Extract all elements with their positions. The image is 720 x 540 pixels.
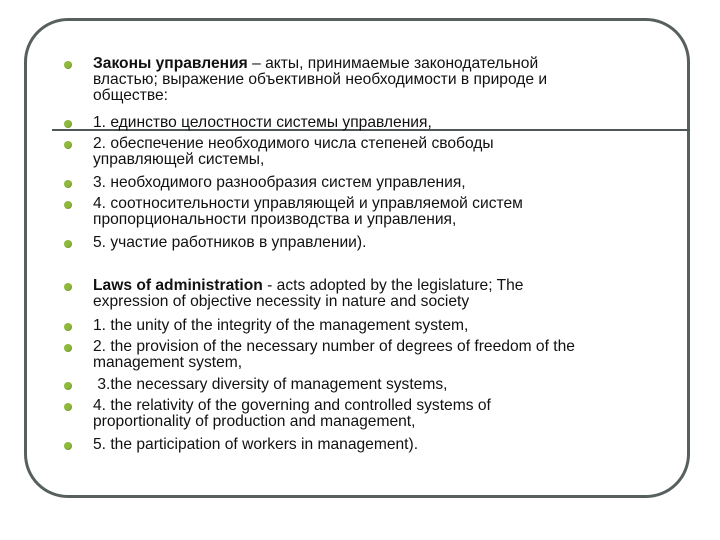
list-item-text: 3.the necessary diversity of management systems,: [93, 376, 448, 393]
list-item-text: [93, 339, 575, 371]
list-item-text: [93, 136, 494, 168]
bullet-icon: [64, 61, 72, 69]
list-item-line: управляющей системы,: [93, 151, 265, 168]
bullet-icon: [64, 442, 72, 450]
heading-term: Laws of administration: [93, 277, 263, 294]
heading-term: Законы управления: [93, 55, 248, 72]
list-item-line: proportionality of production and management,: [93, 413, 416, 430]
heading-text: expression of objective necessity in nature and society: [93, 293, 470, 310]
list-item-text: [93, 398, 491, 430]
bullet-icon: [64, 120, 72, 128]
bullet-icon: [64, 240, 72, 248]
bullet-icon: [64, 403, 72, 411]
list-item-text: [93, 196, 523, 228]
bullet-icon: [64, 180, 72, 188]
list-item-text: 1. the unity of the integrity of the management system,: [93, 317, 469, 334]
bullet-icon: [64, 201, 72, 209]
list-item-line: management system,: [93, 354, 243, 371]
list-item-text: [93, 278, 523, 310]
list-item-text: 5. участие работников в управлении).: [93, 234, 367, 251]
list-item-line: 2. the provision of the necessary number of degrees of freedom of the: [93, 338, 575, 355]
bullet-icon: [64, 344, 72, 352]
bullet-icon: [64, 323, 72, 331]
bullet-icon: [64, 382, 72, 390]
list-item-line: 4. the relativity of the governing and controlled systems of: [93, 397, 491, 414]
list-item-line: 4. соотносительности управляющей и управляемой систем: [93, 195, 523, 212]
list-item-text: 5. the participation of workers in management).: [93, 436, 419, 453]
list-item-text: 1. единство целостности системы управления,: [93, 114, 432, 131]
list-item-text: [93, 56, 547, 104]
heading-text: - acts adopted by the legislature; The: [262, 277, 524, 294]
list-item-line: пропорциональности производства и управления,: [93, 211, 457, 228]
heading-text: властью; выражение объективной необходимости в природе и: [93, 71, 548, 88]
heading-text: – акты, принимаемые законодательной: [247, 55, 539, 72]
list-item-text: 3. необходимого разнообразия систем управления,: [93, 174, 466, 191]
bullet-icon: [64, 283, 72, 291]
bullet-icon: [64, 141, 72, 149]
heading-text: обществе:: [93, 87, 168, 104]
list-item-line: 2. обеспечение необходимого числа степеней свободы: [93, 135, 494, 152]
